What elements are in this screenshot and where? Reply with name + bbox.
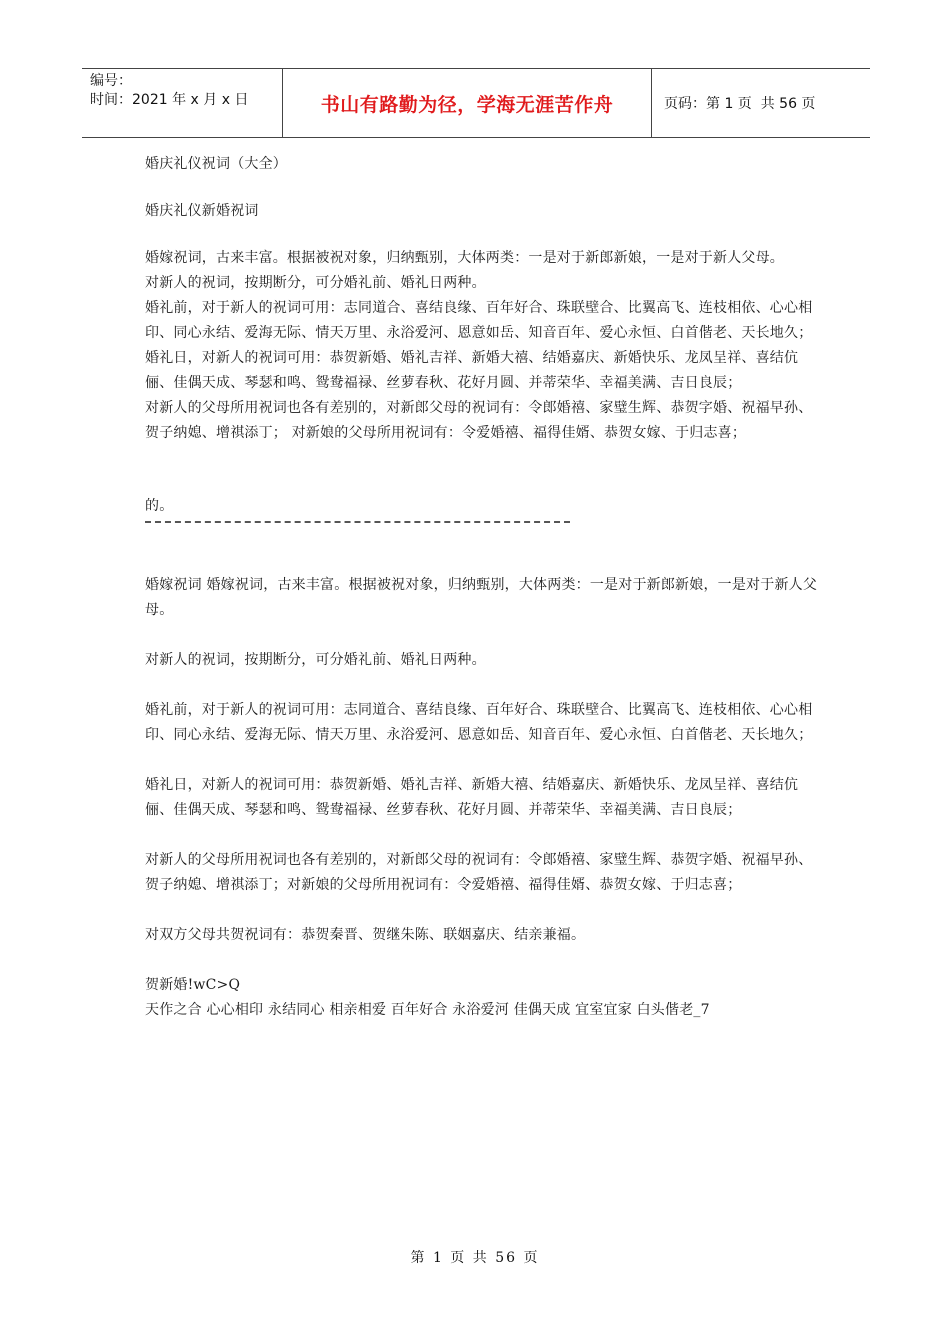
paragraph: 对新人的祝词，按期断分，可分婚礼前、婚礼日两种。 [145,275,486,291]
document-body [145,152,825,1023]
greeting-title: 贺新婚!wC>Q [145,977,241,993]
header-motto: 书山有路勤为径，学海无涯苦作舟 [282,69,652,137]
paragraph: 婚礼前，对于新人的祝词可用：志同道合、喜结良缘、百年好合、珠联壁合、比翼高飞、连枝相依、心心相印、同心永结、爱海无际、情天万里、永浴爱河、恩意如岳、知音百年、爱心永恒、白首偕老、天长地久； [145,702,813,743]
document-subtitle: 婚庆礼仪新婚祝词 [145,203,259,219]
paragraph: 婚礼日，对新人的祝词可用：恭贺新婚、婚礼吉祥、新婚大禧、结婚嘉庆、新婚快乐、龙凤呈祥、喜结伉俪、佳偶天成、琴瑟和鸣、鸳鸯福禄、丝萝春秋、花好月圆、并蒂荣华、幸福美满、吉日良辰； [145,350,799,391]
code-label: 编号： [90,73,132,89]
header-meta [82,69,282,137]
header-page-info [652,69,870,137]
paragraph-tail: 的。 [145,498,174,514]
paragraph: 对新人的父母所用祝词也各有差别的，对新郎父母的祝词有：令郎婚禧、家璧生辉、恭贺字婚、祝福早孙、贺子纳媳、增祺添丁； 对新娘的父母所用祝词有：令爱婚禧、福得佳婿、恭贺女嫁、于归志喜； [145,400,813,441]
paragraph: 对新人的父母所用祝词也各有差别的，对新郎父母的祝词有：令郎婚禧、家璧生辉、恭贺字婚、祝福早孙、贺子纳媳、增祺添丁；对新娘的父母所用祝词有：令爱婚禧、福得佳婿、恭贺女嫁、于归志喜； [145,852,813,893]
time-label: 时间：2021 年 x 月 x 日 [90,92,249,108]
document-title: 婚庆礼仪祝词（大全） [145,156,287,172]
page-header [82,68,870,138]
greeting-line: 天作之合 心心相印 永结同心 相亲相爱 百年好合 永浴爱河 佳偶天成 宜室宜家 白头偕老_7 [145,1002,710,1018]
paragraph: 婚礼前，对于新人的祝词可用：志同道合、喜结良缘、百年好合、珠联壁合、比翼高飞、连枝相依、心心相印、同心永结、爱海无际、情天万里、永浴爱河、恩意如岳、知音百年、爱心永恒、白首偕老、天长地久； [145,300,813,341]
paragraph: 对双方父母共贺祝词有：恭贺秦晋、贺继朱陈、联姻嘉庆、结亲兼福。 [145,927,586,943]
paragraph: 婚嫁祝词，古来丰富。根据被祝对象，归纳甄别，大体两类：一是对于新郎新娘，一是对于新人父母。 [145,250,784,266]
page-footer: 第 1 页 共 56 页 [410,1250,540,1266]
paragraph: 对新人的祝词，按期断分，可分婚礼前、婚礼日两种。 [145,652,486,668]
paragraph: 婚礼日，对新人的祝词可用：恭贺新婚、婚礼吉祥、新婚大禧、结婚嘉庆、新婚快乐、龙凤呈祥、喜结伉俪、佳偶天成、琴瑟和鸣、鸳鸯福禄、丝萝春秋、花好月圆、并蒂荣华、幸福美满、吉日良辰； [145,777,799,818]
paragraph: 婚嫁祝词 婚嫁祝词，古来丰富。根据被祝对象，归纳甄别，大体两类：一是对于新郎新娘，一是对于新人父母。 [145,577,818,618]
page-label: 页码：第 1 页 共 56 页 [664,96,816,112]
